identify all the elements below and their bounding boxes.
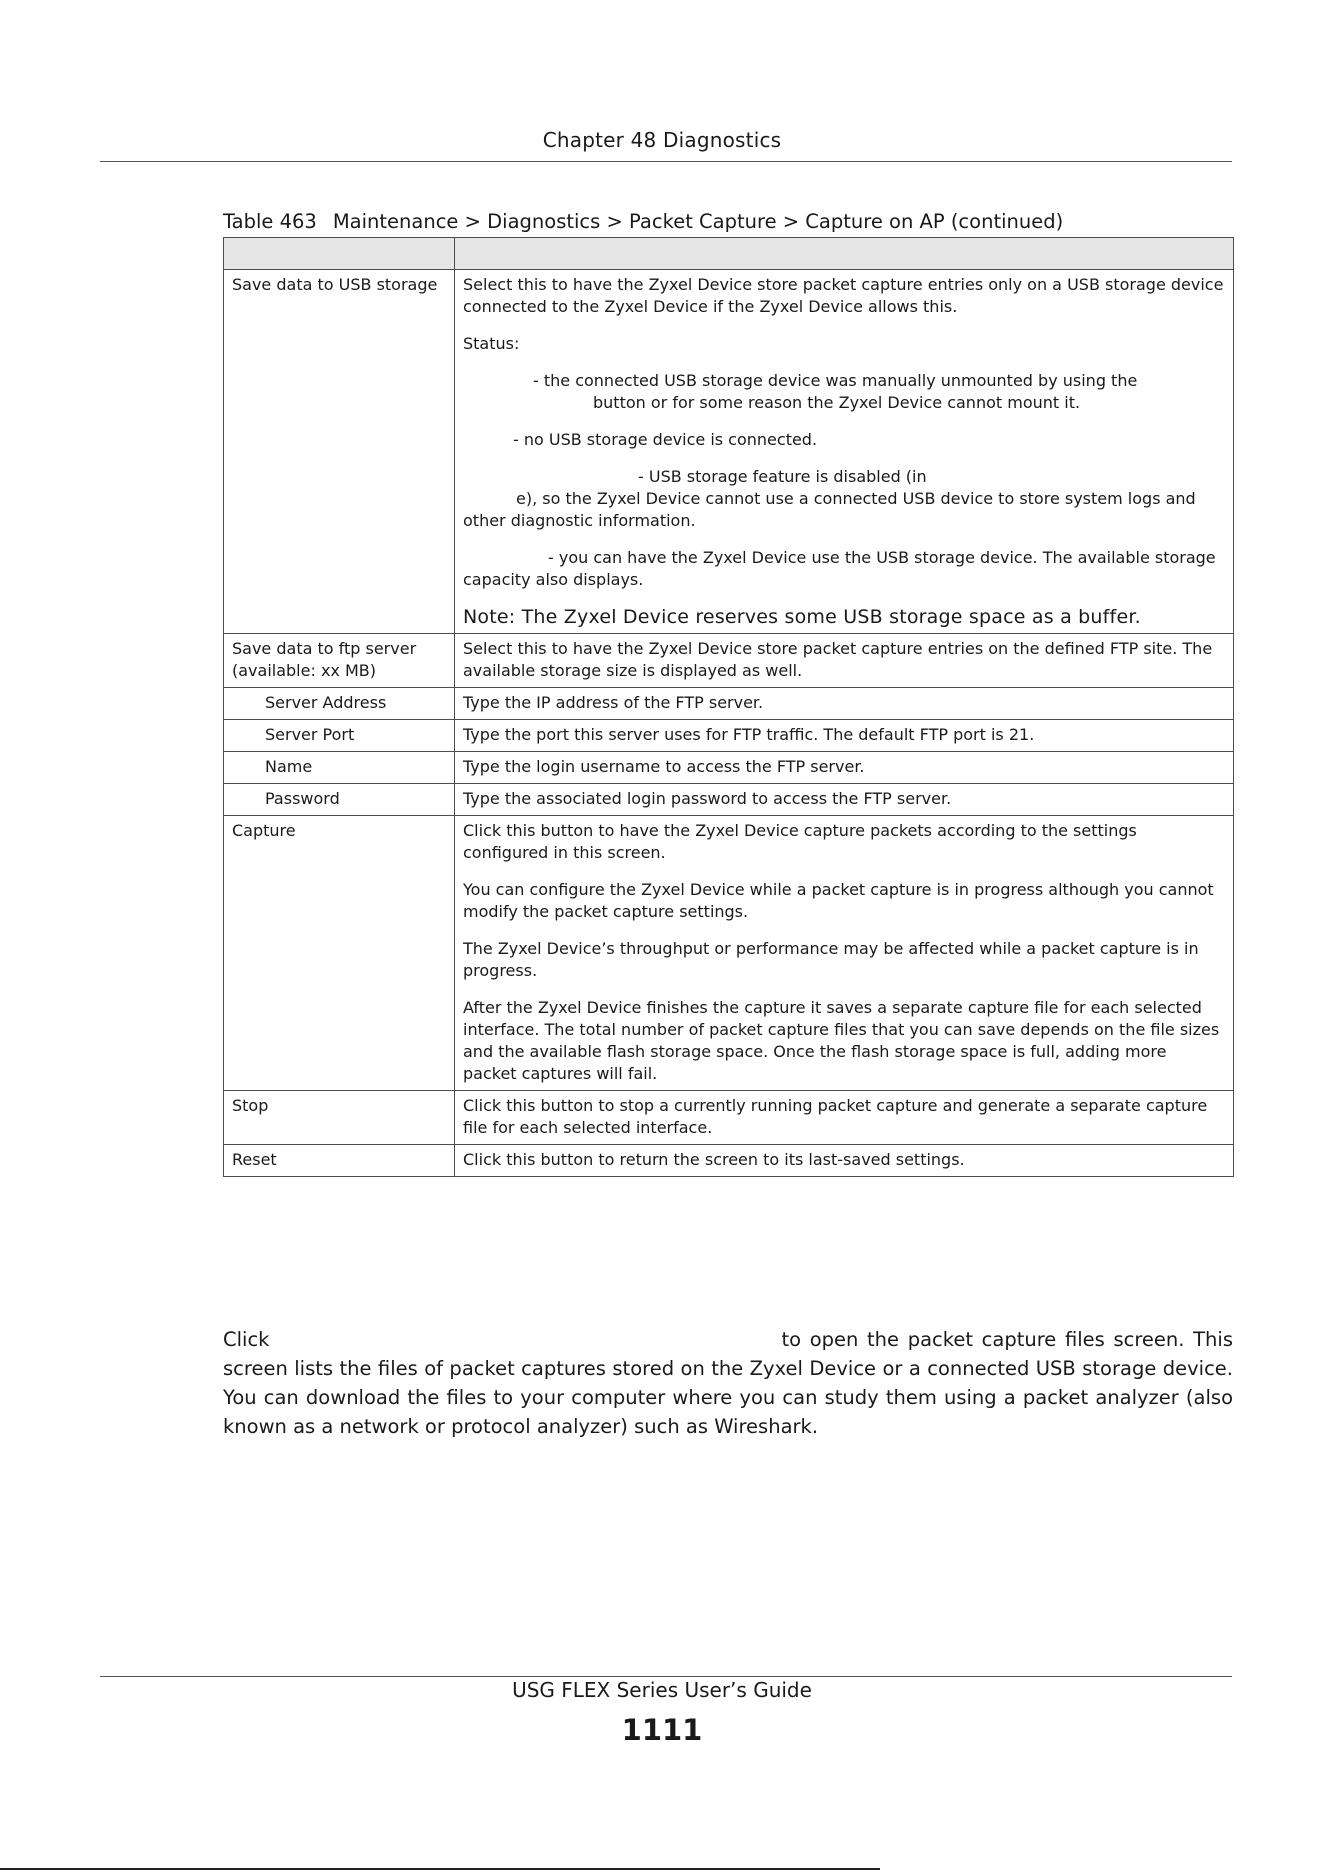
status-ready bbox=[463, 547, 1225, 591]
table-row-save-ftp bbox=[224, 634, 1234, 688]
status-disabled-line2: e), so the Zyxel Device cannot use a connected USB device to store system logs and other diagnostic information. bbox=[463, 489, 1196, 530]
footer-guide-title: USG FLEX Series User’s Guide bbox=[512, 1678, 812, 1702]
body-text: to open the packet capture files screen. This screen lists the files of packet captures stored on the Zyxel Device or a connected USB storage device. You can download the files to your computer where you can study them using a packet analyzer (also known as a network or protocol analyzer) such as Wireshark. bbox=[223, 1328, 1233, 1438]
row-label: Server Address bbox=[224, 688, 455, 720]
row-description: Type the login username to access the FTP server. bbox=[455, 752, 1234, 784]
status-unmounted-line2: button or for some reason the Zyxel Device cannot mount it. bbox=[593, 393, 1081, 412]
bottom-edge-line bbox=[0, 1868, 880, 1870]
status-disabled bbox=[463, 466, 1225, 532]
body-paragraph bbox=[223, 1325, 1233, 1441]
description-paragraph: After the Zyxel Device finishes the capture it saves a separate capture file for each selected interface. The total number of packet capture files that you can save depends on the file sizes and the available flash storage space. Once the flash storage space is full, adding more packet captures will fail. bbox=[463, 998, 1220, 1083]
status-none: - no USB storage device is connected. bbox=[513, 430, 818, 449]
row-label: Name bbox=[224, 752, 455, 784]
row-label: Password bbox=[224, 784, 455, 816]
row-description: Select this to have the Zyxel Device store packet capture entries on the defined FTP site. The available storage size is displayed as well. bbox=[455, 634, 1234, 688]
status-label: Status: bbox=[463, 334, 520, 353]
table-caption bbox=[223, 210, 1063, 233]
status-unmounted bbox=[463, 370, 1225, 414]
table-row-stop bbox=[224, 1091, 1234, 1145]
status-disabled-line1: - USB storage feature is disabled (in bbox=[638, 467, 927, 486]
description-paragraph: Select this to have the Zyxel Device store packet capture entries only on a USB storage device connected to the Zyxel Device if the Zyxel Device allows this. bbox=[463, 275, 1224, 316]
table-header-row bbox=[224, 238, 1234, 270]
row-label: Stop bbox=[224, 1091, 455, 1145]
row-description: Click this button to return the screen to its last-saved settings. bbox=[455, 1145, 1234, 1177]
row-label: Capture bbox=[224, 816, 455, 1091]
row-description bbox=[455, 270, 1234, 634]
description-paragraph: The Zyxel Device’s throughput or performance may be affected while a packet capture is in progress. bbox=[463, 939, 1199, 980]
row-label: Reset bbox=[224, 1145, 455, 1177]
status-unmounted-line1: - the connected USB storage device was manually unmounted by using the bbox=[533, 371, 1138, 390]
table-header-label-cell bbox=[224, 238, 455, 270]
status-ready-text: - you can have the Zyxel Device use the USB storage device. The available storage capacity also displays. bbox=[463, 548, 1216, 589]
table-header-desc-cell bbox=[455, 238, 1234, 270]
header-rule bbox=[100, 161, 1232, 162]
row-label: Save data to ftp server (available: xx MB) bbox=[224, 634, 455, 688]
row-description: Type the port this server uses for FTP traffic. The default FTP port is 21. bbox=[455, 720, 1234, 752]
row-label: Server Port bbox=[224, 720, 455, 752]
usb-buffer-note: Note: The Zyxel Device reserves some USB storage space as a buffer. bbox=[463, 606, 1141, 628]
row-description bbox=[455, 816, 1234, 1091]
table-caption-number: Table 463 bbox=[223, 210, 317, 233]
running-header: Chapter 48 Diagnostics bbox=[542, 128, 782, 152]
description-paragraph: Click this button to have the Zyxel Device capture packets according to the settings configured in this screen. bbox=[463, 821, 1137, 862]
row-description: Type the IP address of the FTP server. bbox=[455, 688, 1234, 720]
table-row-capture bbox=[224, 816, 1234, 1091]
table-row-server-address bbox=[224, 688, 1234, 720]
row-label: Save data to USB storage bbox=[224, 270, 455, 634]
table-row-reset bbox=[224, 1145, 1234, 1177]
table-caption-title: Maintenance > Diagnostics > Packet Capture > Capture on AP (continued) bbox=[332, 210, 1064, 233]
table-row-name bbox=[224, 752, 1234, 784]
body-lead-word: Click bbox=[223, 1328, 270, 1351]
table-row-save-usb bbox=[224, 270, 1234, 634]
row-description: Type the associated login password to access the FTP server. bbox=[455, 784, 1234, 816]
description-paragraph: You can configure the Zyxel Device while a packet capture is in progress although you cannot modify the packet capture settings. bbox=[463, 880, 1214, 921]
parameter-table bbox=[223, 237, 1234, 1177]
table-row-password bbox=[224, 784, 1234, 816]
footer-rule bbox=[100, 1676, 1232, 1677]
page-number: 1111 bbox=[621, 1713, 703, 1747]
row-description: Click this button to stop a currently running packet capture and generate a separate capture file for each selected interface. bbox=[455, 1091, 1234, 1145]
table-row-server-port bbox=[224, 720, 1234, 752]
